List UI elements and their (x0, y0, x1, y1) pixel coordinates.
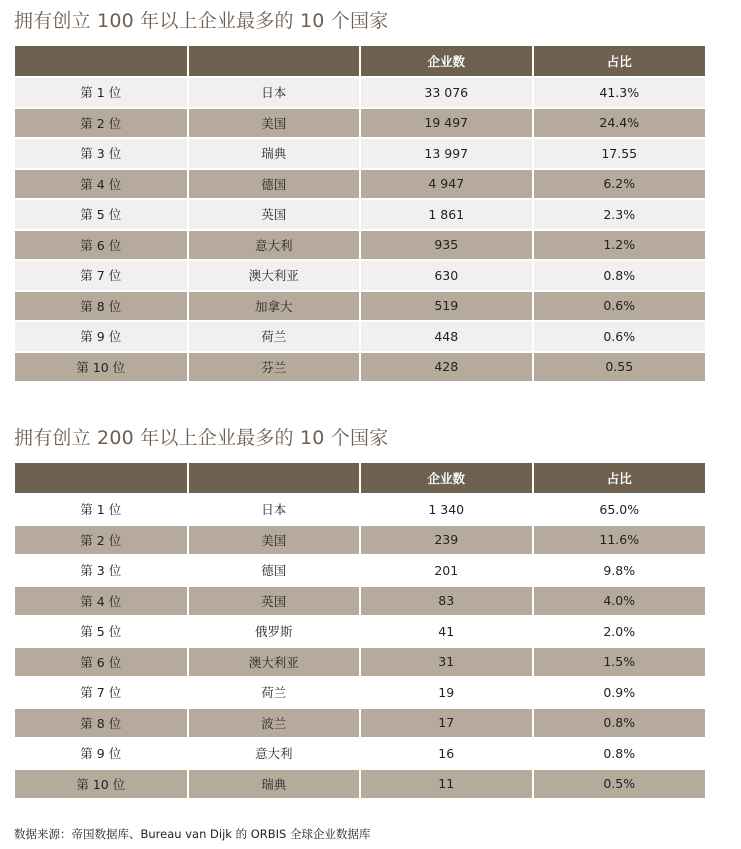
cell-rank: 第 2 位 (15, 108, 188, 139)
cell-share: 41.3% (533, 77, 706, 108)
table-row (15, 616, 705, 647)
cell-share: 2.3% (533, 199, 706, 230)
cell-rank: 第 7 位 (15, 677, 188, 708)
cell-share: 4.0% (533, 586, 706, 617)
cell-country: 瑞典 (188, 138, 361, 169)
cell-rank: 第 5 位 (15, 199, 188, 230)
table-row (15, 352, 705, 382)
cell-count: 33 076 (360, 77, 533, 108)
cell-count: 630 (360, 260, 533, 291)
table-row (15, 230, 705, 261)
cell-share: 6.2% (533, 169, 706, 200)
cell-share: 2.0% (533, 616, 706, 647)
table2-header-count: 企业数 (360, 463, 533, 494)
cell-share: 1.2% (533, 230, 706, 261)
cell-country: 俄罗斯 (188, 616, 361, 647)
cell-rank: 第 5 位 (15, 616, 188, 647)
table-row (15, 525, 705, 556)
cell-count: 201 (360, 555, 533, 586)
cell-rank: 第 4 位 (15, 586, 188, 617)
table-row (15, 738, 705, 769)
cell-country: 美国 (188, 108, 361, 139)
table2-header-share: 占比 (533, 463, 706, 494)
table1-title: 拥有创立 100 年以上企业最多的 10 个国家 (14, 10, 389, 32)
table-row (15, 108, 705, 139)
cell-count: 239 (360, 525, 533, 556)
table-row (15, 260, 705, 291)
cell-country: 澳大利亚 (188, 260, 361, 291)
cell-country: 加拿大 (188, 291, 361, 322)
cell-country: 芬兰 (188, 352, 361, 382)
cell-country: 意大利 (188, 230, 361, 261)
cell-rank: 第 2 位 (15, 525, 188, 556)
cell-count: 31 (360, 647, 533, 678)
table-row (15, 708, 705, 739)
cell-rank: 第 3 位 (15, 138, 188, 169)
cell-share: 0.8% (533, 260, 706, 291)
cell-rank: 第 6 位 (15, 647, 188, 678)
cell-count: 19 497 (360, 108, 533, 139)
cell-count: 1 340 (360, 494, 533, 525)
cell-rank: 第 8 位 (15, 708, 188, 739)
cell-country: 日本 (188, 494, 361, 525)
cell-share: 0.9% (533, 677, 706, 708)
cell-country: 德国 (188, 169, 361, 200)
cell-count: 17 (360, 708, 533, 739)
cell-country: 美国 (188, 525, 361, 556)
cell-rank: 第 6 位 (15, 230, 188, 261)
cell-share: 0.6% (533, 291, 706, 322)
cell-rank: 第 10 位 (15, 769, 188, 799)
table-row (15, 321, 705, 352)
table-row (15, 647, 705, 678)
table1 (15, 46, 705, 381)
cell-count: 448 (360, 321, 533, 352)
cell-country: 荷兰 (188, 321, 361, 352)
cell-country: 波兰 (188, 708, 361, 739)
cell-share: 0.55 (533, 352, 706, 382)
cell-rank: 第 1 位 (15, 494, 188, 525)
cell-share: 65.0% (533, 494, 706, 525)
cell-count: 935 (360, 230, 533, 261)
table1-header-row (15, 46, 705, 77)
table-row (15, 169, 705, 200)
cell-share: 11.6% (533, 525, 706, 556)
cell-share: 24.4% (533, 108, 706, 139)
cell-count: 19 (360, 677, 533, 708)
table-row (15, 586, 705, 617)
table2 (15, 463, 705, 798)
cell-country: 日本 (188, 77, 361, 108)
cell-rank: 第 10 位 (15, 352, 188, 382)
table-row (15, 291, 705, 322)
table-row (15, 494, 705, 525)
cell-country: 澳大利亚 (188, 647, 361, 678)
table2-title: 拥有创立 200 年以上企业最多的 10 个国家 (14, 427, 389, 449)
table-row (15, 199, 705, 230)
table2-header-row (15, 463, 705, 494)
cell-count: 13 997 (360, 138, 533, 169)
table1-header-country (188, 46, 361, 77)
cell-rank: 第 7 位 (15, 260, 188, 291)
cell-share: 1.5% (533, 647, 706, 678)
cell-rank: 第 9 位 (15, 738, 188, 769)
cell-share: 9.8% (533, 555, 706, 586)
cell-rank: 第 9 位 (15, 321, 188, 352)
cell-count: 16 (360, 738, 533, 769)
cell-share: 17.55 (533, 138, 706, 169)
cell-count: 4 947 (360, 169, 533, 200)
table-row (15, 555, 705, 586)
table2-header-country (188, 463, 361, 494)
table-row (15, 138, 705, 169)
cell-count: 428 (360, 352, 533, 382)
cell-rank: 第 8 位 (15, 291, 188, 322)
cell-country: 英国 (188, 199, 361, 230)
table-row (15, 769, 705, 799)
table2-header-rank (15, 463, 188, 494)
cell-count: 41 (360, 616, 533, 647)
cell-country: 意大利 (188, 738, 361, 769)
cell-rank: 第 1 位 (15, 77, 188, 108)
table1-header-share: 占比 (533, 46, 706, 77)
source-note: 数据来源：帝国数据库、Bureau van Dijk 的 ORBIS 全球企业数据库 (14, 827, 371, 841)
table-row (15, 677, 705, 708)
cell-rank: 第 4 位 (15, 169, 188, 200)
cell-country: 英国 (188, 586, 361, 617)
table1-header-rank (15, 46, 188, 77)
table-row (15, 77, 705, 108)
cell-count: 519 (360, 291, 533, 322)
cell-count: 1 861 (360, 199, 533, 230)
cell-count: 11 (360, 769, 533, 799)
cell-share: 0.5% (533, 769, 706, 799)
cell-rank: 第 3 位 (15, 555, 188, 586)
cell-count: 83 (360, 586, 533, 617)
cell-share: 0.6% (533, 321, 706, 352)
cell-country: 德国 (188, 555, 361, 586)
cell-share: 0.8% (533, 738, 706, 769)
cell-share: 0.8% (533, 708, 706, 739)
table1-header-count: 企业数 (360, 46, 533, 77)
cell-country: 瑞典 (188, 769, 361, 799)
cell-country: 荷兰 (188, 677, 361, 708)
